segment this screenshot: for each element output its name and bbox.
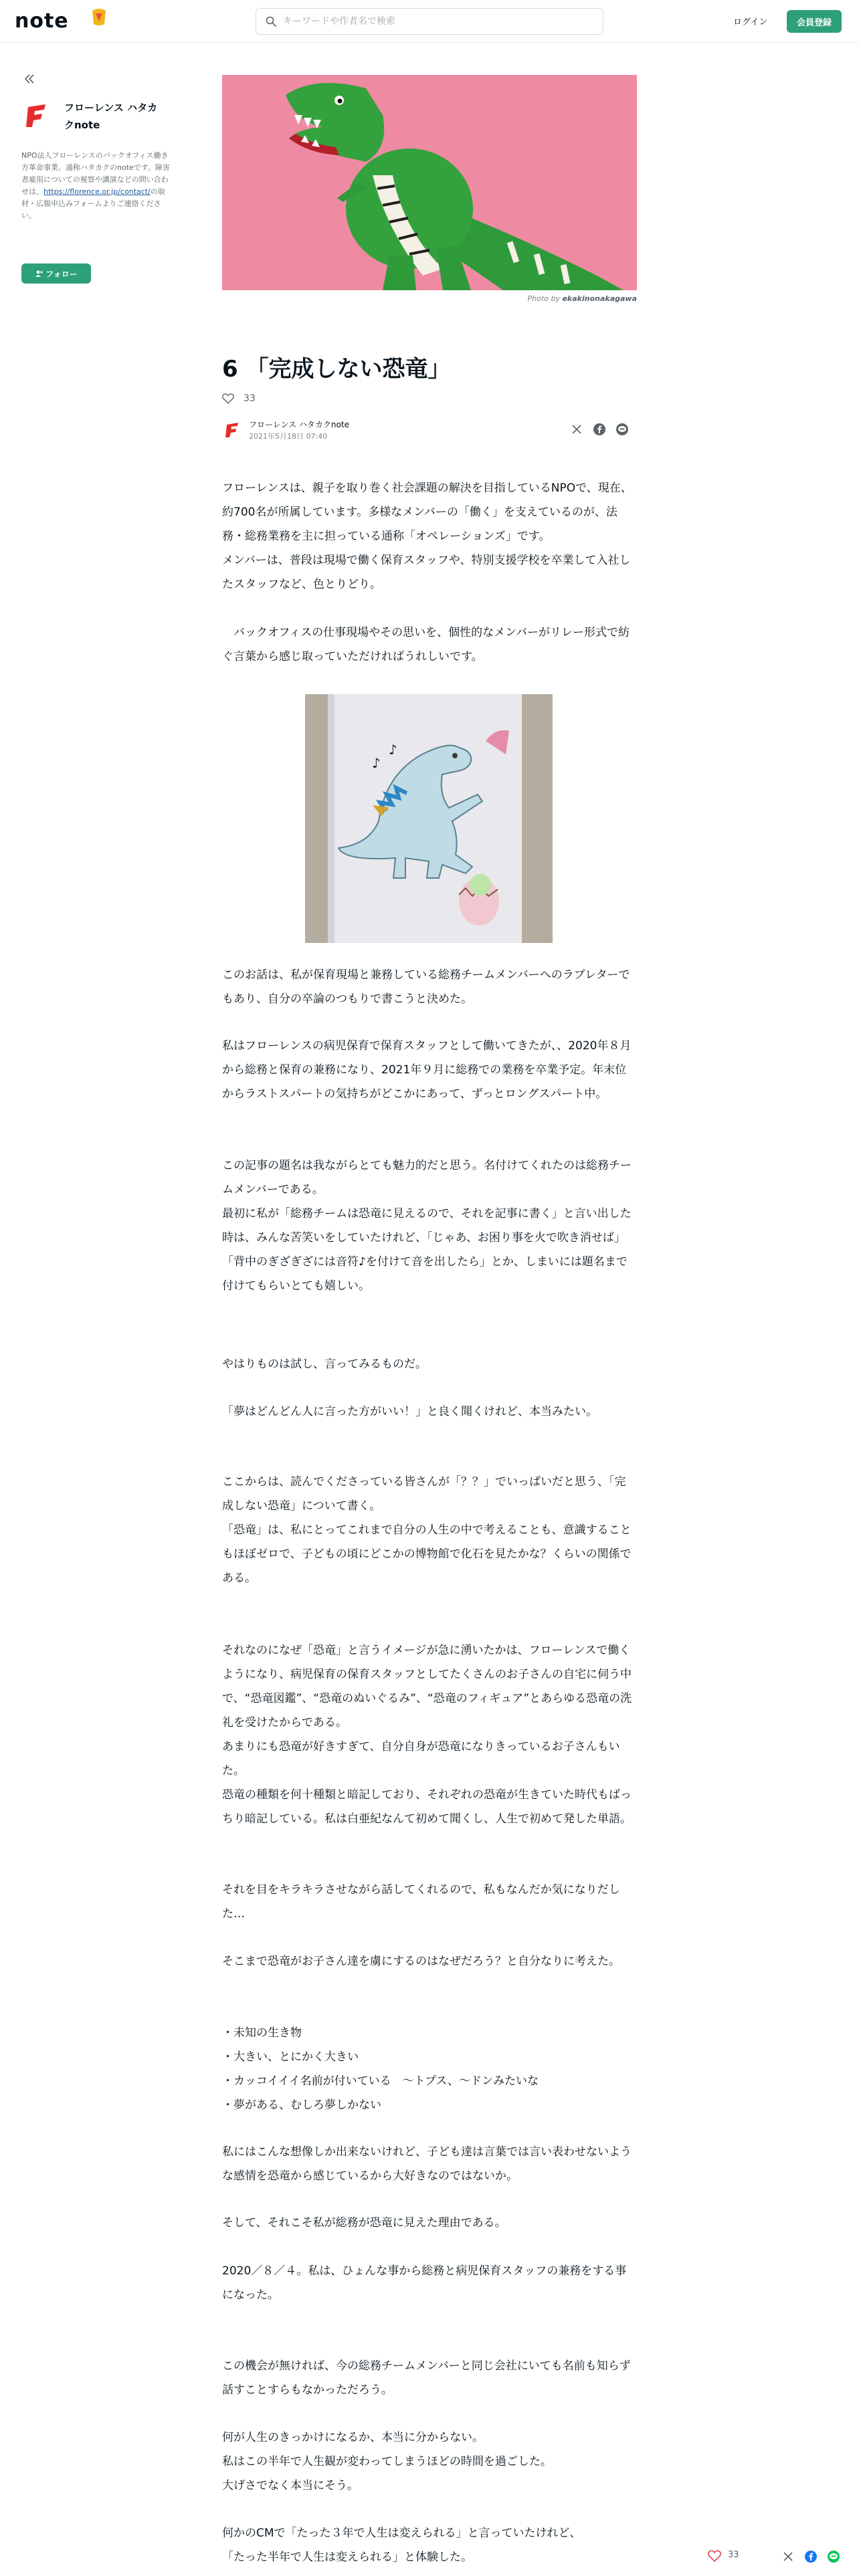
section-unfinished (222, 1470, 637, 1590)
contact-link[interactable]: https://florence.or.jp/contact/ (43, 187, 151, 196)
collapse-sidebar-icon[interactable] (23, 72, 36, 86)
svg-text:♪: ♪ (389, 742, 397, 758)
section-role (222, 1034, 637, 1106)
creator-avatar[interactable] (21, 100, 52, 131)
paragraph: メンバーは、普段は現場で働く保育スタッフや、特別支援学校を卒業して入社したスタッフなど、色とりどり。 (222, 554, 631, 591)
section-sparkle (222, 1878, 637, 1926)
paragraph: このお話は、私が保育現場と兼務している総務チームメンバーへのラブレターでもあり、自分の卒論のつもりで書こうと決めた。 (222, 968, 630, 1006)
section-feeling (222, 2140, 637, 2188)
section-why-dinosaur (222, 1638, 637, 1831)
paragraph: この記事の題名は我ながらとても魅力的だと思う。名付けてくれたのは総務チームメンバーである。 (222, 1159, 632, 1196)
paragraph: あまりにも恐竜が好きすぎて、自分自身が恐竜になりきっているお子さんもいた。 (222, 1740, 620, 1778)
paragraph: 何かのCMで「たった３年で人生は変えられる」と言っていたけれど、 (222, 2527, 581, 2540)
dinosaur-drawing-photo (305, 694, 553, 943)
paragraph: フローレンスは、親子を取り巻く社会課題の解決を目指しているNPOで、現在、約700名が所属しています。多様なメンバーの「働く」を支えているのが、法務・総務業務を主に担っている通称「オペレーションズ」です。 (222, 481, 632, 543)
paragraph: それなのになぜ「恐竜」と言うイメージが急に湧いたかは、フローレンスで働くようになり、病児保育の保育スタッフとしてたくさんのお子さんの自宅に伺う中で、“恐竜図鑑”、“恐竜のぬいぐるみ”、“恐竜のフィギュア”とあらゆる恐竜の洗礼を受けたからである。 (222, 1644, 632, 1729)
list-item: ・夢がある、むしろ夢しかない (222, 2099, 381, 2112)
paragraph: 大げさでなく本当にそう。 (222, 2479, 359, 2492)
section-love-letter (222, 963, 637, 1011)
heart-icon[interactable] (222, 393, 234, 404)
register-button[interactable]: 会員登録 (787, 10, 842, 33)
section-try (222, 1352, 637, 1376)
paragraph: 「恐竜」は、私にとってこれまで自分の人生の中で考えることも、意識することもほぼゼロで、子どもの頃にどこかの博物館で化石を見たかな？くらいの関係である。 (222, 1523, 632, 1585)
note-logo[interactable]: note (15, 9, 69, 33)
section-date (222, 2259, 637, 2307)
paragraph: ここからは、読んでくださっている皆さんが「？？」でいっぱいだと思う、「完成しない恐竜」について書く。 (222, 1475, 626, 1513)
list-item: ・未知の生き物 (222, 2026, 302, 2040)
floating-like-count: 33 (728, 2550, 739, 2560)
paragraph: そこまで恐竜がお子さん達を虜にするのはなぜだろう？と自分なりに考えた。 (222, 1955, 620, 1968)
login-link[interactable]: ログイン (733, 17, 768, 27)
creator-description-text: NPO法人フローレンスのバックオフィス働き方革命事業。通称ハタカクのnoteです。障害者雇用についての視察や講演などの問い合わせは、 (21, 151, 170, 196)
reasons-list (222, 2021, 637, 2117)
search-icon (266, 16, 276, 27)
section-life (222, 2426, 637, 2498)
site-header (0, 0, 859, 43)
follow-button[interactable] (21, 263, 91, 284)
section-reason (222, 2211, 637, 2235)
paragraph: 何が人生のきっかけになるか、本当に分からない。 (222, 2431, 484, 2444)
paragraph: 私にはこんな想像しか出来ないけれど、子ども達は言葉では言い表わせないような感情を恐竜から感じているから大好きなのではないか。 (222, 2145, 632, 2183)
paragraph: 「夢はどんどん人に言った方がいい！」と良く聞くけれど、本当みたい。 (222, 1405, 597, 1418)
creator-name[interactable]: フローレンス ハタカクnote (64, 102, 158, 131)
author-avatar[interactable] (222, 420, 242, 440)
search-box[interactable] (256, 8, 603, 35)
paragraph: それを目をキラキラさせながら話してくれるので、私もなんだか気になりだした… (222, 1883, 620, 1921)
facebook-share-icon[interactable] (593, 423, 606, 436)
section-title-origin (222, 1154, 637, 1298)
paragraph: 「たった半年で人生は変えられる」と体験した。 (222, 2551, 472, 2564)
hero-dinosaur-illustration (222, 75, 637, 290)
line-share-icon[interactable] (615, 423, 629, 436)
floating-heart-icon[interactable] (708, 2549, 721, 2563)
section-dream (222, 1400, 637, 1424)
like-row (222, 391, 256, 407)
follow-label: フォロー (45, 269, 78, 279)
paragraph: そして、それこそ私が総務が恐竜に見えた理由である。 (222, 2216, 506, 2230)
like-count: 33 (244, 393, 256, 404)
photo-credit (222, 294, 637, 303)
paragraph: 2020／８／４。私は、ひょんな事から総務と病児保育スタッフの兼務をする事になった。 (222, 2264, 627, 2302)
photo-credit-name[interactable]: ekakinonakagawa (562, 294, 637, 303)
paragraph: この機会が無ければ、今の総務チームメンバーと同じ会社にいても名前も知らず話すことすらもなかっただろう。 (222, 2359, 631, 2397)
floating-x-share-icon[interactable] (781, 2550, 795, 2563)
search-input[interactable] (283, 16, 577, 27)
svg-text:♪: ♪ (372, 755, 381, 771)
paragraph: 私はこの半年で人生観が変わってしまうほどの時間を過ごした。 (222, 2455, 552, 2468)
photo-credit-prefix: Photo by (527, 294, 560, 303)
paragraph: やはりものは試し、言ってみるものだ。 (222, 1358, 427, 1371)
x-share-icon[interactable] (570, 423, 583, 436)
article-title: 6 「完成しない恐竜」 (222, 356, 451, 383)
paragraph: バックオフィスの仕事現場やその思いを、個性的なメンバーがリレー形式で紡ぐ言葉から感じ取っていただければうれしいです。 (222, 626, 630, 663)
list-item: ・大きい、とにかく大きい (222, 2050, 359, 2064)
add-user-icon (35, 270, 43, 278)
floating-facebook-share-icon[interactable] (804, 2550, 818, 2563)
creator-description (21, 150, 170, 222)
paragraph: 私はフローレンスの病児保育で保育スタッフとして働いてきたが、、2020年８月から総務と保育の兼務になり、2021年９月に総務での業務を卒業予定。年末位からラストスパートの気持ちがどこかにあって、ずっとロングスパート中。 (222, 1039, 632, 1101)
publish-date: 2021年5月18日 07:40 (249, 432, 328, 441)
floating-line-share-icon[interactable] (827, 2550, 840, 2563)
paragraph: 恐竜の種類を何十種類と暗記しており、それぞれの恐竜が生きていた時代もばっちり暗記している。私は白亜紀なんて初めて聞くし、人生で初めて発した単語。 (222, 1788, 632, 1826)
intro-note (222, 621, 637, 669)
creator-description-suffix: の取材・広報申込みフォームよりご連絡ください。 (21, 187, 165, 220)
intro-block (222, 476, 637, 597)
paragraph: 最初に私が「総務チームは恐竜に見えるので、それを記事に書く」と言い出した時は、みんな苦笑いをしていたけれど、「じゃあ、お困り事を火で吹き消せば」「背中のぎざぎざには音符♪を付けて音を出したら」とか、しまいには題名まで付けてもらいとても嬉しい。 (222, 1207, 632, 1293)
author-name[interactable]: フローレンス ハタカクnote (249, 420, 349, 429)
anniversary-badge-icon (90, 7, 108, 27)
section-cm (222, 2521, 637, 2569)
section-think (222, 1949, 637, 1973)
section-chance (222, 2354, 637, 2402)
list-item: ・カッコイイイ名前が付いている ～トプス、～ドンみたいな (222, 2074, 539, 2088)
